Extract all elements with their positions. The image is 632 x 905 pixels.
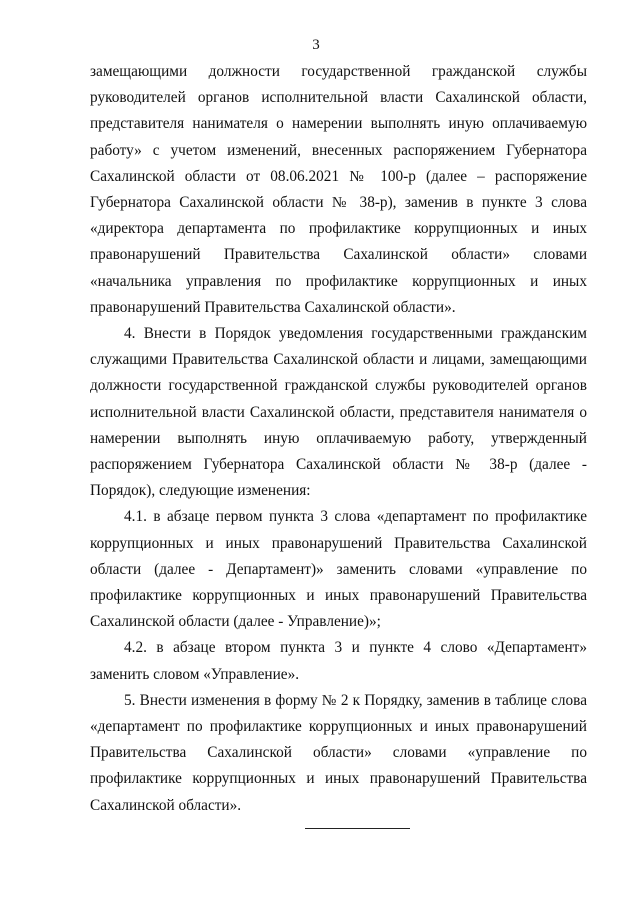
end-separator-line <box>305 828 410 829</box>
paragraph-item-4-2: 4.2. в абзаце втором пункта 3 и пункте 4 слово «Департамент» заменить словом «Управление». <box>90 639 587 683</box>
page-number: 3 <box>312 37 320 53</box>
document-body <box>90 59 587 819</box>
paragraph-item-4: 4. Внести в Порядок уведомления государственными гражданским служащими Правительства Сахалинской области и лицами, замещающими должности государственной гражданской службы руководителей органов исполнительной власти Сахалинской области, представителя нанимателя о намерении выполнять иную оплачиваемую работу, утвержденный распоряжением Губернатора Сахалинской области № 38-р (далее - Порядок), следующие изменения: <box>90 325 587 500</box>
paragraph-item-5: 5. Внести изменения в форму № 2 к Порядку, заменив в таблице слова «департамент по профилактике коррупционных и иных правонарушений Правительства Сахалинской области» словами «управление по профилактике коррупционных и иных правонарушений Правительства Сахалинской области». <box>90 691 587 814</box>
paragraph-item-4-1: 4.1. в абзаце первом пункта 3 слова «департамент по профилактике коррупционных и иных правонарушений Правительства Сахалинской области (далее - Департамент)» заменить словами «управление по профилактике коррупционных и иных правонарушений Правительства Сахалинской области (далее - Управление)»; <box>90 508 587 631</box>
paragraph-continuation: замещающими должности государственной гражданской службы руководителей органов исполнительной власти Сахалинской области, представителя нанимателя о намерении выполнять иную оплачиваемую работу» с учетом изменений, внесенных распоряжением Губернатора Сахалинской области от 08.06.2021 № 100-р (далее – распоряжение Губернатора Сахалинской области № 38-р), заменив в пункте 3 слова «директора департамента по профилактике коррупционных и иных правонарушений Правительства Сахалинской области» словами «начальника управления по профилактике коррупционных и иных правонарушений Правительства Сахалинской области». <box>90 63 587 316</box>
